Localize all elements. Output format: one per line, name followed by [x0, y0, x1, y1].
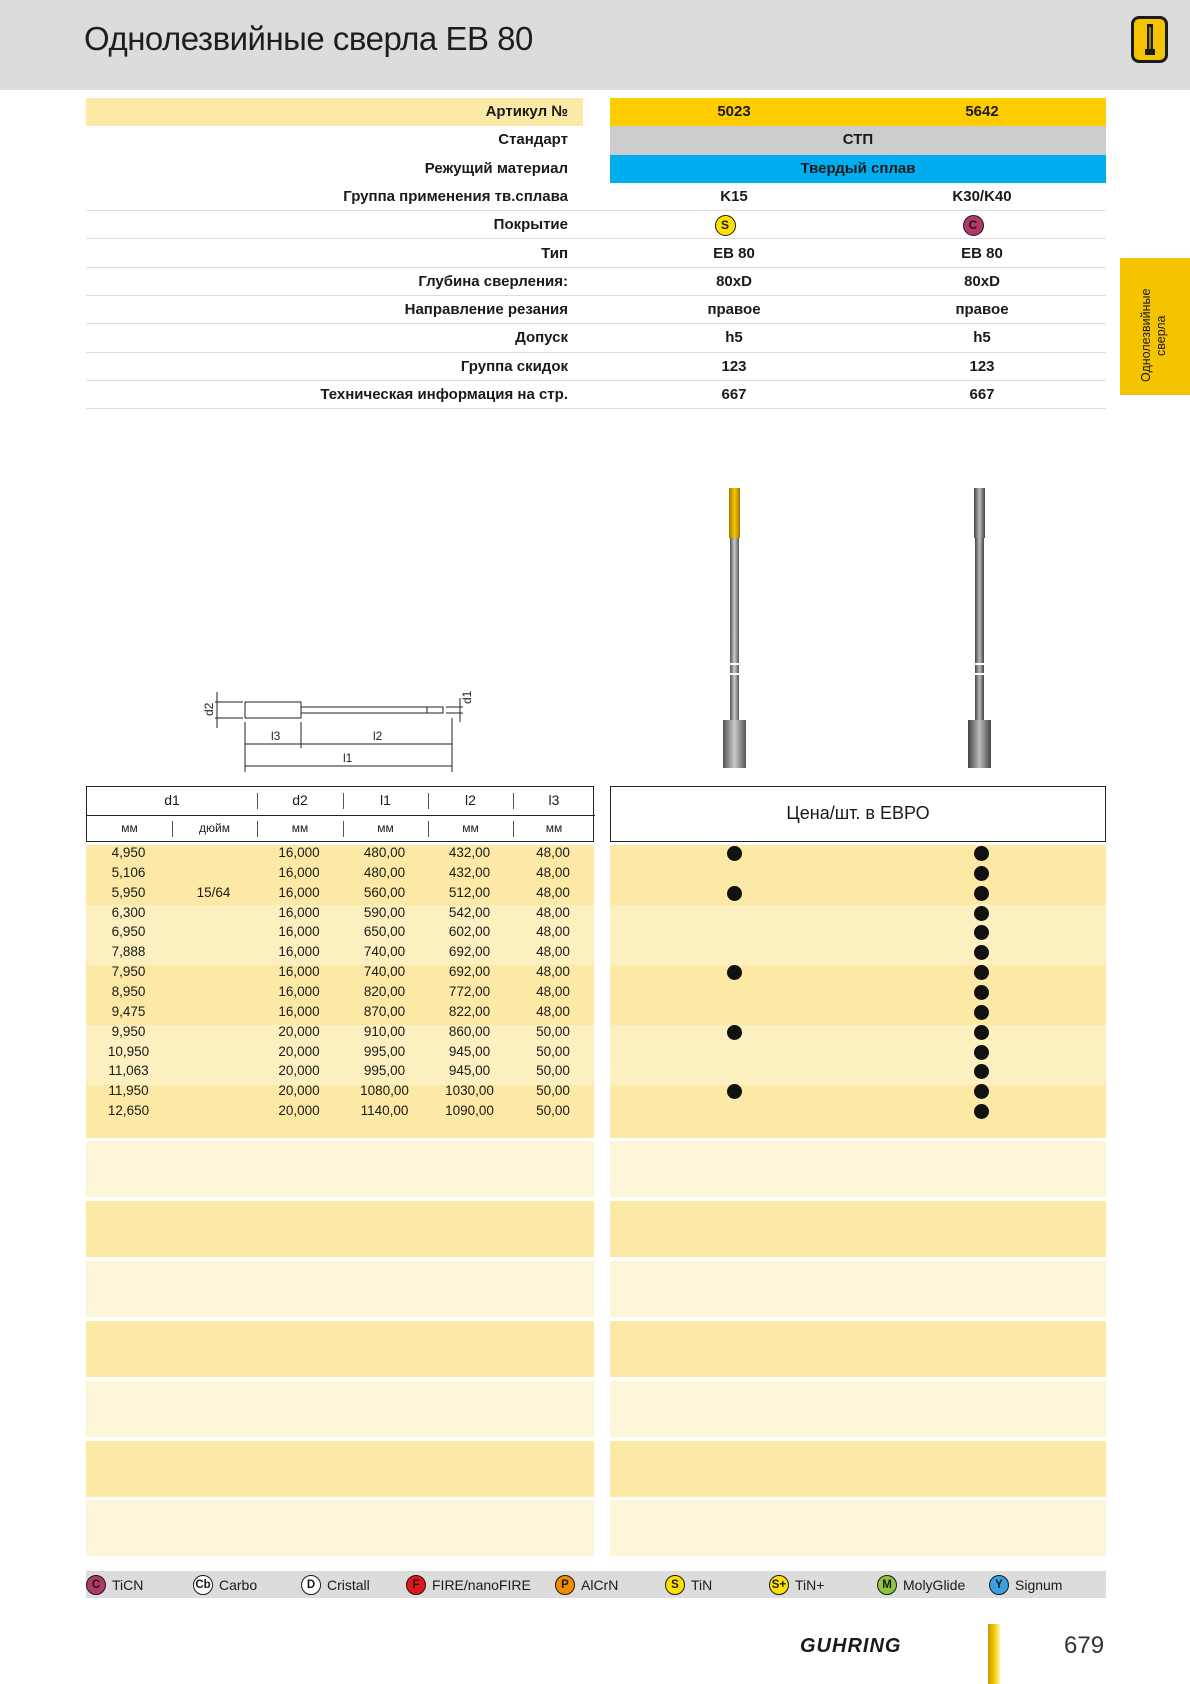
- table-cell-d1: 10,950: [107, 1043, 150, 1059]
- table-cell-l3: 48,00: [536, 944, 570, 960]
- standard-value: СТП: [610, 126, 1106, 154]
- availability-dot-5642: [974, 886, 989, 901]
- table-cell-l1: 1080,00: [360, 1083, 409, 1099]
- unit-d1-inch: дюйм: [199, 821, 230, 835]
- spec-value-5023: EB 80: [713, 244, 755, 262]
- unit-l2: мм: [462, 821, 479, 835]
- table-cell-l2: 860,00: [448, 1023, 491, 1039]
- table-cell-inch: [171, 863, 256, 883]
- spec-row: [86, 324, 1106, 352]
- table-cell-inch: [171, 1061, 256, 1081]
- table-cell-inch: [171, 903, 256, 923]
- availability-dot-5642: [974, 846, 989, 861]
- table-cell-l1: 995,00: [363, 1063, 406, 1079]
- header-l1: l1: [380, 792, 391, 808]
- table-cell-d1: 9,475: [111, 1003, 146, 1019]
- table-cell-d2: 16,000: [278, 864, 320, 880]
- coating-carbo-icon: Cb: [193, 1575, 213, 1595]
- row-divider: [86, 408, 1106, 409]
- table-cell-inch: 15/64: [196, 884, 231, 900]
- unit-d1-mm: мм: [121, 821, 138, 835]
- availability-dot-5642: [974, 866, 989, 881]
- side-tab-line1: Однолезвийные: [1139, 288, 1153, 382]
- table-band-left: [86, 1141, 594, 1197]
- availability-dot-5642: [974, 1025, 989, 1040]
- side-tab-line2: сверла: [1154, 315, 1168, 356]
- availability-dot-5642: [974, 1045, 989, 1060]
- table-cell-l1: 910,00: [363, 1023, 406, 1039]
- spec-row: [86, 183, 1106, 211]
- spec-value-5642: 667: [969, 386, 995, 403]
- table-cell-d2: 20,000: [278, 1063, 320, 1079]
- price-header: [610, 786, 1106, 842]
- table-band-right: [610, 1141, 1106, 1197]
- table-cell-inch: [171, 1022, 256, 1042]
- coating-molyglide-icon: M: [877, 1575, 897, 1595]
- spec-value-5642: EB 80: [961, 244, 1003, 262]
- coating-signum-icon: Y: [989, 1575, 1009, 1595]
- spec-label: Группа скидок: [460, 357, 568, 375]
- spec-value-5023: K15: [720, 187, 748, 205]
- table-band-right: [610, 965, 1106, 1025]
- spec-label: Режущий материал: [424, 159, 568, 177]
- spec-value-5642: 5642: [858, 98, 1106, 126]
- legend-item: [406, 1574, 531, 1595]
- spec-label: Артикул №: [86, 98, 583, 126]
- legend-label: Signum: [1015, 1576, 1063, 1593]
- legend-label: TiN: [691, 1576, 713, 1593]
- price-header-label: Цена/шт. в ЕВРО: [786, 803, 930, 823]
- table-cell-l3: 48,00: [536, 924, 570, 940]
- table-cell-inch: [171, 1042, 256, 1062]
- table-cell-l2: 822,00: [448, 1003, 491, 1019]
- table-cell-l3: 50,00: [536, 1103, 570, 1119]
- table-band-left: [86, 1201, 594, 1257]
- table-cell-l2: 945,00: [448, 1043, 491, 1059]
- table-cell-l2: 432,00: [448, 845, 491, 860]
- table-band-right: [610, 905, 1106, 965]
- table-cell-d1: 8,950: [111, 983, 146, 999]
- table-cell-inch: [171, 942, 256, 962]
- table-cell-l3: 50,00: [536, 1063, 570, 1079]
- header-d1: d1: [164, 792, 180, 808]
- table-cell-l2: 692,00: [448, 964, 491, 980]
- spec-row: [86, 240, 1106, 268]
- coating-alcrn-icon: P: [555, 1575, 575, 1595]
- dimension-table-header: [86, 786, 594, 842]
- spec-value-5642: правое: [955, 301, 1009, 319]
- spec-label: Техническая информация на стр.: [320, 386, 568, 403]
- table-cell-l3: 48,00: [536, 864, 570, 880]
- table-cell-l3: 48,00: [536, 904, 570, 920]
- coating-tin-icon: S+: [769, 1575, 789, 1595]
- legend-label: FIRE/nanoFIRE: [432, 1576, 531, 1593]
- table-cell-d2: 16,000: [278, 1003, 320, 1019]
- legend-label: Carbo: [219, 1576, 258, 1593]
- table-cell-inch: [171, 982, 256, 1002]
- drill-dimension-diagram: [195, 680, 485, 780]
- table-cell-inch: [171, 1081, 256, 1101]
- legend-item: [769, 1574, 824, 1595]
- spec-value-5642: 123: [969, 357, 995, 375]
- availability-dot-5023: [727, 886, 742, 901]
- spec-label: Глубина сверления:: [418, 272, 568, 290]
- table-band-right: [610, 1261, 1106, 1317]
- availability-dot-5023: [727, 1025, 742, 1040]
- section-tab-label: [1130, 272, 1180, 382]
- table-cell-l2: 1090,00: [445, 1103, 494, 1119]
- coating-firenanofire-icon: F: [406, 1575, 426, 1595]
- table-band-right: [610, 1500, 1106, 1556]
- table-cell-d1: 7,950: [111, 964, 146, 980]
- table-cell-l2: 772,00: [448, 983, 491, 999]
- table-cell-d1: 7,888: [111, 944, 146, 960]
- spec-value-5642: K30/K40: [952, 187, 1012, 205]
- table-cell-d2: 16,000: [278, 884, 320, 900]
- table-cell-d1: 11,063: [108, 1063, 149, 1079]
- legend-item: [86, 1574, 143, 1595]
- table-cell-l2: 512,00: [448, 884, 491, 900]
- spec-row: [86, 381, 1106, 409]
- table-band-right: [610, 1085, 1106, 1138]
- table-cell-d1: 4,950: [111, 845, 146, 860]
- table-cell-d1: 5,106: [111, 864, 146, 880]
- diagram-label-l2: l2: [373, 729, 383, 743]
- table-cell-l1: 650,00: [363, 924, 406, 940]
- spec-row: [86, 268, 1106, 296]
- legend-label: TiN+: [795, 1576, 825, 1593]
- spec-row: [86, 353, 1106, 381]
- table-cell-l1: 480,00: [363, 864, 406, 880]
- table-cell-d1: 6,950: [111, 924, 146, 940]
- table-band-right: [610, 1025, 1106, 1085]
- table-cell-l1: 740,00: [363, 944, 406, 960]
- drill-logo-icon: [1131, 16, 1168, 63]
- table-band-right: [610, 1321, 1106, 1377]
- table-cell-inch: [171, 843, 256, 863]
- coating-badge-icon: S: [715, 215, 736, 236]
- spec-value-5023: правое: [707, 301, 761, 319]
- availability-dot-5642: [974, 965, 989, 980]
- table-cell-l1: 740,00: [363, 964, 406, 980]
- spec-row: [86, 155, 1106, 183]
- legend-label: Cristall: [327, 1576, 370, 1593]
- table-cell-l3: 48,00: [536, 964, 570, 980]
- table-cell-d2: 16,000: [278, 924, 320, 940]
- spec-label: Группа применения тв.сплава: [343, 187, 568, 205]
- table-cell-l3: 48,00: [536, 845, 570, 860]
- table-cell-inch: [171, 922, 256, 942]
- table-cell-d2: 16,000: [278, 904, 320, 920]
- drill-image-5023: [715, 485, 760, 775]
- table-cell-l2: 432,00: [448, 864, 491, 880]
- spec-row: [86, 98, 1106, 126]
- diagram-label-d1: d1: [460, 690, 474, 704]
- table-cell-inch: [171, 962, 256, 982]
- legend-item: [665, 1574, 712, 1595]
- availability-dot-5642: [974, 985, 989, 1000]
- table-cell-l1: 560,00: [363, 884, 406, 900]
- coating-badge-cell: [928, 211, 1018, 239]
- coating-badge-icon: C: [963, 215, 984, 236]
- drill-image-5642: [960, 485, 1005, 775]
- table-cell-l3: 50,00: [536, 1083, 570, 1099]
- coating-badge-cell: [680, 211, 770, 239]
- table-band-right: [610, 1441, 1106, 1497]
- diagram-label-l3: l3: [271, 729, 281, 743]
- footer-accent: [988, 1624, 1000, 1684]
- spec-value-5642: 80xD: [964, 272, 1000, 290]
- table-cell-l2: 945,00: [448, 1063, 491, 1079]
- table-cell-d2: 16,000: [278, 944, 320, 960]
- header-d2: d2: [292, 792, 308, 808]
- table-band-left: [86, 1261, 594, 1317]
- legend-item: [301, 1574, 370, 1595]
- spec-label: Допуск: [515, 329, 568, 347]
- spec-row: [86, 211, 1106, 239]
- table-band-right: [610, 1381, 1106, 1437]
- spec-value-5023: 123: [721, 357, 747, 375]
- unit-l1: мм: [377, 821, 394, 835]
- spec-label: Тип: [541, 244, 568, 262]
- material-value: Твердый сплав: [610, 155, 1106, 183]
- spec-row: [86, 126, 1106, 154]
- table-cell-d2: 20,000: [278, 1023, 320, 1039]
- coating-ticn-icon: C: [86, 1575, 106, 1595]
- table-cell-l1: 820,00: [363, 983, 406, 999]
- coating-cristall-icon: D: [301, 1575, 321, 1595]
- legend-item: [989, 1574, 1062, 1595]
- table-cell-d1: 5,950: [111, 884, 146, 900]
- table-band-left: [86, 1441, 594, 1497]
- table-cell-d1: 9,950: [111, 1023, 146, 1039]
- table-cell-l3: 48,00: [536, 1003, 570, 1019]
- legend-label: AlCrN: [581, 1576, 619, 1593]
- spec-value-5023: 80xD: [716, 272, 752, 290]
- table-cell-d2: 20,000: [278, 1103, 320, 1119]
- table-cell-l1: 590,00: [363, 904, 406, 920]
- availability-dot-5642: [974, 1005, 989, 1020]
- table-cell-d2: 20,000: [278, 1083, 320, 1099]
- table-band-left: [86, 1321, 594, 1377]
- table-cell-inch: [171, 1002, 256, 1022]
- table-band-left: [86, 1500, 594, 1556]
- spec-value-5023: h5: [725, 329, 743, 347]
- table-cell-d2: 16,000: [278, 964, 320, 980]
- spec-value-5642: h5: [973, 329, 991, 347]
- spec-row: [86, 296, 1106, 324]
- table-cell-d1: 6,300: [111, 904, 146, 920]
- availability-dot-5023: [727, 846, 742, 861]
- table-band-left: [86, 1381, 594, 1437]
- table-cell-d2: 16,000: [278, 983, 320, 999]
- table-cell-l1: 480,00: [363, 845, 406, 860]
- legend-item: [193, 1574, 257, 1595]
- diagram-label-l1: l1: [343, 751, 353, 765]
- spec-value-5023: 667: [721, 386, 747, 403]
- coating-tin-icon: S: [665, 1575, 685, 1595]
- table-band-right: [610, 845, 1106, 905]
- table-cell-d2: 20,000: [278, 1043, 320, 1059]
- legend-label: TiCN: [112, 1576, 144, 1593]
- table-cell-l2: 542,00: [448, 904, 491, 920]
- spec-label: Направление резания: [404, 301, 568, 319]
- table-cell-l3: 48,00: [536, 884, 570, 900]
- table-cell-l3: 50,00: [536, 1043, 570, 1059]
- diagram-label-d2: d2: [202, 702, 216, 716]
- spec-label: Стандарт: [498, 131, 568, 149]
- table-cell-l3: 48,00: [536, 983, 570, 999]
- header-l3: l3: [548, 792, 560, 808]
- table-cell-d1: 12,650: [107, 1103, 150, 1119]
- coating-legend: [86, 1571, 1106, 1598]
- page-number: 679: [1064, 1632, 1105, 1659]
- unit-l3: мм: [545, 821, 563, 835]
- table-cell-l3: 50,00: [536, 1023, 570, 1039]
- header-l2: l2: [465, 792, 476, 808]
- page-title: Однолезвийные сверла EB 80: [84, 20, 533, 57]
- table-cell-d1: 11,950: [108, 1083, 149, 1099]
- table-cell-d2: 16,000: [278, 845, 320, 860]
- table-cell-l2: 602,00: [448, 924, 491, 940]
- table-cell-l1: 1140,00: [360, 1103, 409, 1119]
- legend-label: MolyGlide: [903, 1576, 966, 1593]
- table-cell-l2: 1030,00: [445, 1083, 494, 1099]
- spec-value-5023: 5023: [610, 98, 858, 126]
- spec-label: Покрытие: [493, 216, 568, 234]
- availability-dot-5642: [974, 906, 989, 921]
- availability-dot-5023: [727, 965, 742, 980]
- brand-logo: GUHRING: [800, 1635, 902, 1657]
- legend-item: [877, 1574, 965, 1595]
- table-band-right: [610, 1201, 1106, 1257]
- unit-d2: мм: [291, 821, 309, 835]
- table-cell-l1: 870,00: [363, 1003, 406, 1019]
- table-cell-l1: 995,00: [363, 1043, 406, 1059]
- table-cell-inch: [171, 1101, 256, 1121]
- legend-item: [555, 1574, 618, 1595]
- availability-dot-5642: [974, 1104, 989, 1119]
- table-cell-l2: 692,00: [448, 944, 491, 960]
